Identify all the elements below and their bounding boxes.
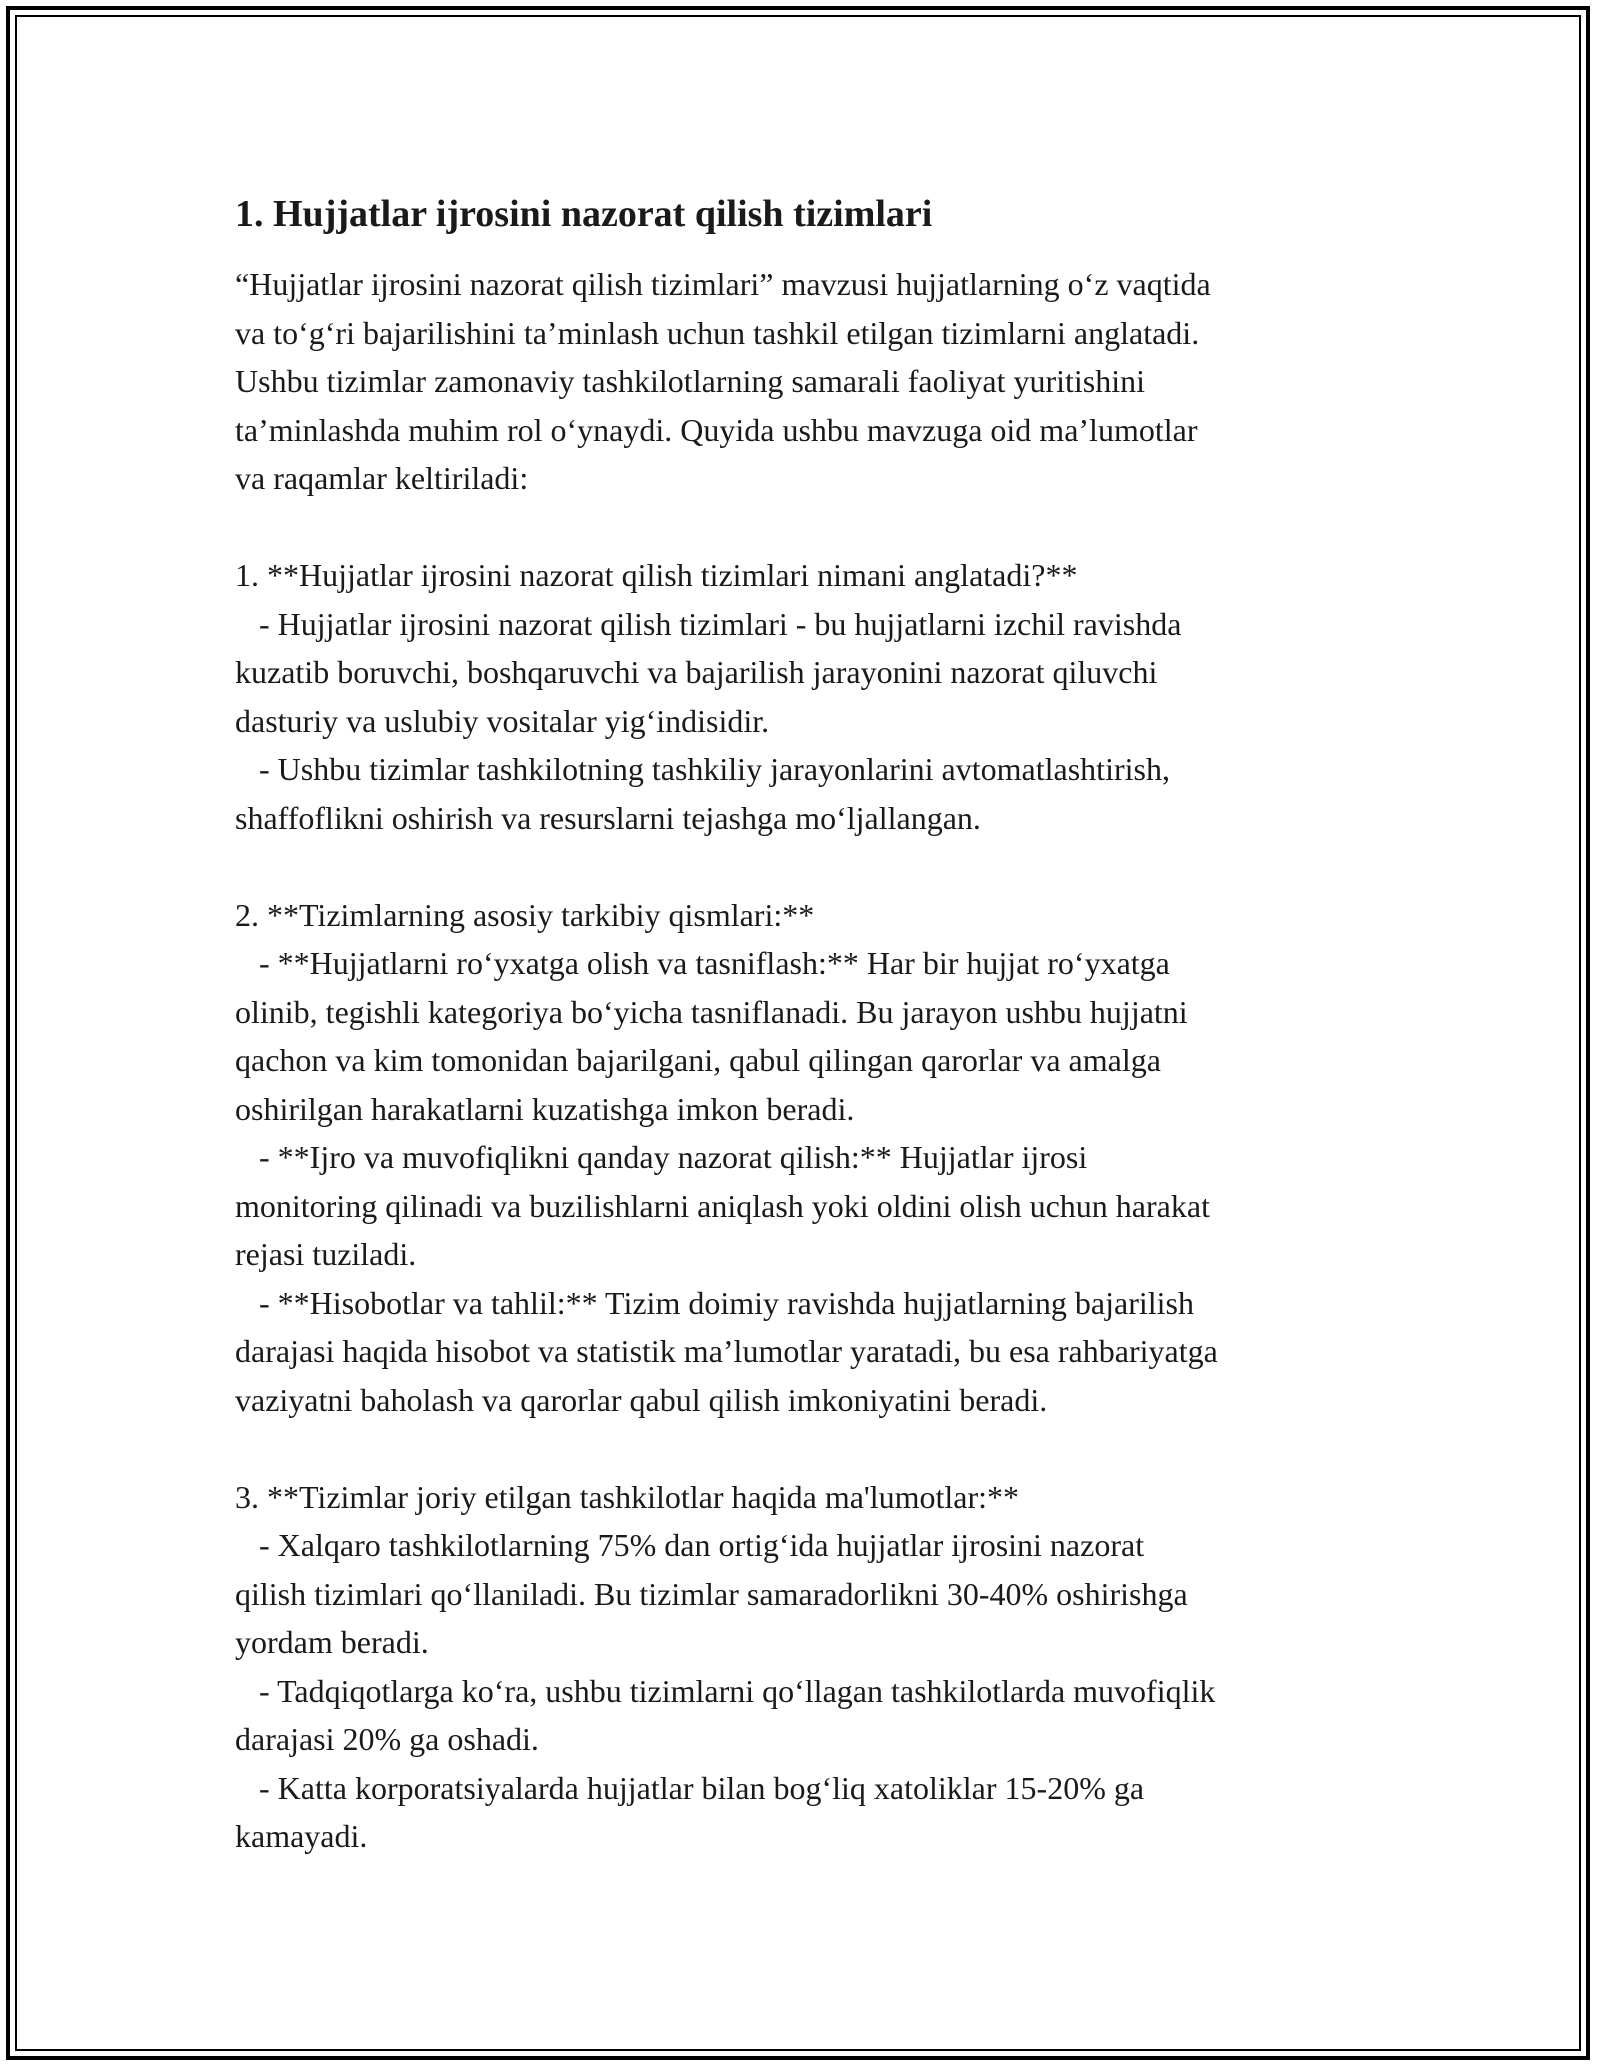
text-line: kamayadi.	[235, 1818, 368, 1854]
text-line: - Ushbu tizimlar tashkilotning tashkiliy jarayonlarini avtomatlashtirish,	[235, 751, 1170, 787]
blank-line	[235, 503, 1395, 552]
text-line: qilish tizimlari qo‘llaniladi. Bu tizimlar samaradorlikni 30-40% oshirishga	[235, 1575, 1188, 1612]
section-3-title: 3. **Tizimlar joriy etilgan tashkilotlar haqida ma'lumotlar:**	[235, 1478, 1019, 1515]
blank-line	[235, 1424, 1395, 1473]
text-line: rejasi tuziladi.	[235, 1236, 417, 1272]
section-1	[235, 551, 1395, 842]
text-line: - **Ijro va muvofiqlikni qanday nazorat qilish:** Hujjatlar ijrosi	[235, 1139, 1088, 1175]
text-line: - Tadqiqotlarga ko‘ra, ushbu tizimlarni qo‘llagan tashkilotlarda muvofiqlik	[235, 1672, 1216, 1709]
text-line: dasturiy va uslubiy vositalar yig‘indisidir.	[235, 702, 770, 739]
text-line: - **Hujjatlarni ro‘yxatga olish va tasniflash:** Har bir hujjat ro‘yxatga	[235, 945, 1170, 981]
section-1-title: 1. **Hujjatlar ijrosini nazorat qilish tizimlari nimani anglatadi?**	[235, 557, 1078, 593]
text-line: ta’minlashda muhim rol o‘ynaydi. Quyida ushbu mavzuga oid ma’lumotlar	[235, 411, 1198, 448]
text-line: Ushbu tizimlar zamonaviy tashkilotlarning samarali faoliyat yuritishini	[235, 363, 1146, 399]
text-line: kuzatib boruvchi, boshqaruvchi va bajarilish jarayonini nazorat qiluvchi	[235, 654, 1158, 690]
text-line: yordam beradi.	[235, 1624, 429, 1660]
text-line: - Hujjatlar ijrosini nazorat qilish tizimlari - bu hujjatlarni izchil ravishda	[235, 605, 1182, 642]
text-line: - Xalqaro tashkilotlarning 75% dan ortig‘ida hujjatlar ijrosini nazorat	[235, 1527, 1145, 1563]
text-line: va to‘g‘ri bajarilishini ta’minlash uchun tashkil etilgan tizimlarni anglatadi.	[235, 314, 1200, 351]
text-line: vaziyatni baholash va qarorlar qabul qilish imkoniyatini beradi.	[235, 1381, 1048, 1418]
text-line: va raqamlar keltiriladi:	[235, 460, 529, 496]
intro-paragraph	[235, 260, 1395, 503]
document-heading: 1. Hujjatlar ijrosini nazorat qilish tizimlari	[235, 193, 933, 235]
section-3	[235, 1473, 1395, 1861]
document-body	[235, 188, 1395, 1861]
text-line: - **Hisobotlar va tahlil:** Tizim doimiy ravishda hujjatlarning bajarilish	[235, 1284, 1194, 1321]
text-line: olinib, tegishli kategoriya bo‘yicha tasniflanadi. Bu jarayon ushbu hujjatni	[235, 993, 1188, 1030]
text-line: monitoring qilinadi va buzilishlarni aniqlash yoki oldini olish uchun harakat	[235, 1187, 1210, 1224]
section-2	[235, 891, 1395, 1425]
text-line: oshirilgan harakatlarni kuzatishga imkon beradi.	[235, 1090, 855, 1127]
section-2-title: 2. **Tizimlarning asosiy tarkibiy qismlari:**	[235, 896, 815, 933]
text-line: darajasi 20% ga oshadi.	[235, 1721, 539, 1757]
blank-line	[235, 842, 1395, 891]
text-line: darajasi haqida hisobot va statistik ma’lumotlar yaratadi, bu esa rahbariyatga	[235, 1333, 1218, 1369]
text-line: - Katta korporatsiyalarda hujjatlar bilan bog‘liq xatoliklar 15-20% ga	[235, 1769, 1145, 1806]
text-line: qachon va kim tomonidan bajarilgani, qabul qilingan qarorlar va amalga	[235, 1042, 1161, 1078]
text-line: “Hujjatlar ijrosini nazorat qilish tizimlari” mavzusi hujjatlarning o‘z vaqtida	[235, 266, 1211, 302]
text-line: shaffoflikni oshirish va resurslarni tejashga mo‘ljallangan.	[235, 799, 981, 836]
